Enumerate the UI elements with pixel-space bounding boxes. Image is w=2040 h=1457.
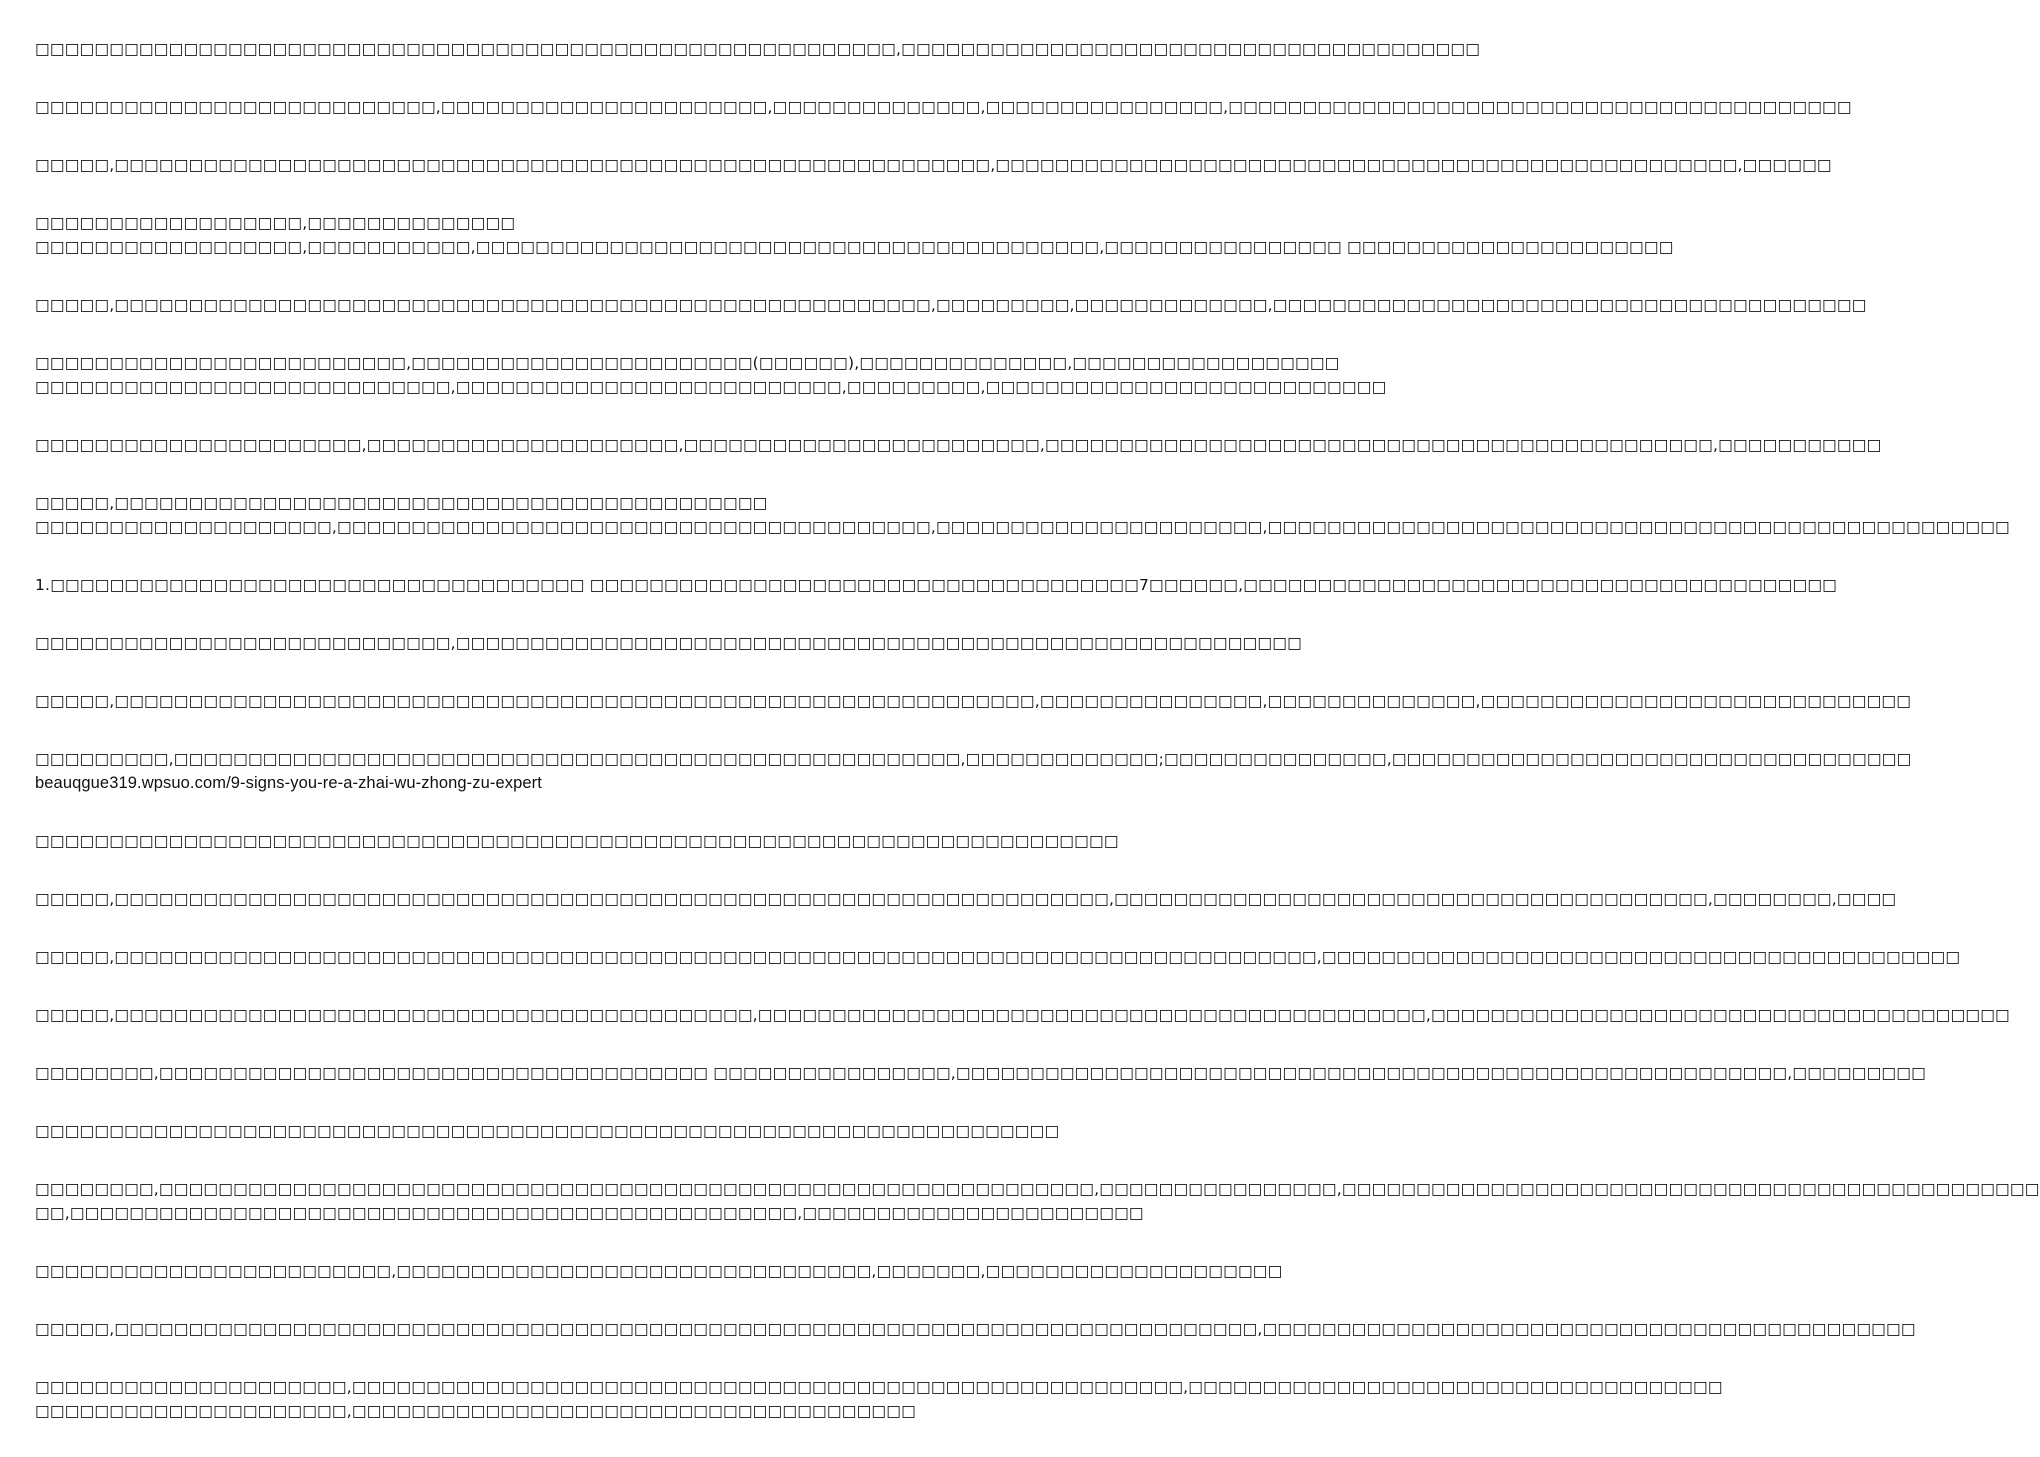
text-line: □□□□□□□□□□□□□□□□□□□□□□□□□□□□□□□□□□□□□□□□□□□□□□□□□□□□□□□□□□,□□□□□□□□□□□□□□□□□□□□□□□□□□□□□□□□□□□□□□□ [35, 40, 1481, 58]
text-line: □□□□□,□□□□□□□□□□□□□□□□□□□□□□□□□□□□□□□□□□□□□□□□□□□□□□□□□□□□□□□□□□□□□□□□□□□□□□□□□□□□□,□□□□□□□□□□□□□□□□□□□□□□□□□□□□□□□□□□□□□□□□□□□□ [35, 1320, 1916, 1338]
text-line: □□□□□□□□□□□□□□□□□□□□□,□□□□□□□□□□□□□□□□□□□□□□□□□□□□□□□□□□□□□□□□□□□□□□□□□□□□□□□□,□□□□□□□□□□□□□□□□□□□□□□□□□□□□□□□□□□□□ [35, 1378, 1723, 1396]
paragraph-20 [35, 1259, 1283, 1283]
paragraph-4 [35, 211, 1674, 259]
text-line: □□□□□,□□□□□□□□□□□□□□□□□□□□□□□□□□□□□□□□□□□□□□□□□□□□□□□□□□□□□□□□□□□□□□,□□□□□□□□□□□□□□□,□□□□□□□□□□□□□□,□□□□□□□□□□□□□□□□□□□□□□□□□□□□□ [35, 692, 1912, 710]
paragraph-15 [35, 945, 1961, 969]
text-line: □□□□□□□□,□□□□□□□□□□□□□□□□□□□□□□□□□□□□□□□□□□□□□ □□□□□□□□□□□□□□□□,□□□□□□□□□□□□□□□□□□□□□□□□□□□□□□□□□□□□□□□□□□□□□□□□□□□□□□□□,□□□□□□□□□ [35, 1064, 1926, 1082]
document-body [35, 37, 2040, 1457]
paragraph-22 [35, 1375, 1723, 1423]
paragraph-17 [35, 1061, 1926, 1085]
paragraph-10 [35, 631, 1302, 655]
paragraph-2 [35, 95, 1852, 119]
text-line: □□□□□□□□,□□□□□□□□□□□□□□□□□□□□□□□□□□□□□□□□□□□□□□□□□□□□□□□□□□□□□□□□□□□□□□□,□□□□□□□□□□□□□□□□,□□□□□□□□□□□□□□□□□□□□□□□□□□□□□□□□□□□□□□□□□□□□□□□ [35, 1180, 2040, 1198]
text-line: □□□□□,□□□□□□□□□□□□□□□□□□□□□□□□□□□□□□□□□□□□□□□□□□□□□□□□□□□□□□□□□□□□□□□□□□□,□□□□□□□□□□□□□□□□□□□□□□□□□□□□□□□□□□□□□□□□,□□□□□□□□,□□□□ [35, 890, 1897, 908]
paragraph-18 [35, 1119, 1060, 1143]
text-line: □□□□□,□□□□□□□□□□□□□□□□□□□□□□□□□□□□□□□□□□□□□□□□□□□,□□□□□□□□□□□□□□□□□□□□□□□□□□□□□□□□□□□□□□□□□□□□□,□□□□□□□□□□□□□□□□□□□□□□□□□□□□□□□□□□□□□□□ [35, 1006, 2010, 1024]
paragraph-19 [35, 1177, 2040, 1225]
text-line: □□□□□,□□□□□□□□□□□□□□□□□□□□□□□□□□□□□□□□□□□□□□□□□□□□□□□□□□□□□□□□□□□□□□□□□□□□□□□□□□□□□□□□□,□□□□□□□□□□□□□□□□□□□□□□□□□□□□□□□□□□□□□□□□□□□ [35, 948, 1961, 966]
text-line: □□□□□□□□□□□□□□□□□□,□□□□□□□□□□□,□□□□□□□□□□□□□□□□□□□□□□□□□□□□□□□□□□□□□□□□□□,□□□□□□□□□□□□□□□□ □□□□□□□□□□□□□□□□□□□□□□ [35, 238, 1674, 256]
text-line: □□□□□□□□□□□□□□□□□□□□□□□□□□□□□□□□□□□□□□□□□□□□□□□□□□□□□□□□□□□□□□□□□□□□□□□□□ [35, 832, 1119, 850]
text-line: □□□□□□□□□□□□□□□□□□□□□□□□,□□□□□□□□□□□□□□□□□□□□□□□□□□□□□□□□,□□□□□□□,□□□□□□□□□□□□□□□□□□□□ [35, 1262, 1283, 1280]
paragraph-13 [35, 829, 1119, 853]
paragraph-12 [35, 747, 1912, 795]
paragraph-14 [35, 887, 1897, 911]
paragraph-8 [35, 491, 2010, 539]
paragraph-1 [35, 37, 1481, 61]
paragraph-21 [35, 1317, 1916, 1341]
text-line: □□□□□□□□□□□□□□□□□□□□□□□□□□□□,□□□□□□□□□□□□□□□□□□□□□□□□□□□□□□□□□□□□□□□□□□□□□□□□□□□□□□□□□ [35, 634, 1302, 652]
text-line: □□,□□□□□□□□□□□□□□□□□□□□□□□□□□□□□□□□□□□□□□□□□□□□□□□□□,□□□□□□□□□□□□□□□□□□□□□□□ [35, 1204, 1144, 1222]
text-line: □□□□□□□□□□□□□□□□□□,□□□□□□□□□□□□□□ [35, 214, 516, 232]
text-line: □□□□□□□□□□□□□□□□□□□□□□□□□□□□,□□□□□□□□□□□□□□□□□□□□□□□□□□,□□□□□□□□□,□□□□□□□□□□□□□□□□□□□□□□□□□□□ [35, 378, 1387, 396]
text-line: □□□□□□□□□□□□□□□□□□□□□□□□□□□□□□□□□□□□□□□□□□□□□□□□□□□□□□□□□□□□□□□□□□□□□ [35, 1122, 1060, 1140]
paragraph-9 [35, 573, 1838, 597]
text-line: 1.□□□□□□□□□□□□□□□□□□□□□□□□□□□□□□□□□□□□ □□□□□□□□□□□□□□□□□□□□□□□□□□□□□□□□□□□□□7□□□□□□,□□□□□□□□□□□□□□□□□□□□□□□□□□□□□□□□□□□□□□□□ [35, 576, 1838, 594]
text-line: □□□□□□□□□□□□□□□□□□□□□□□□□,□□□□□□□□□□□□□□□□□□□□□□□(□□□□□□),□□□□□□□□□□□□□□,□□□□□□□□□□□□□□□□□□ [35, 354, 1340, 372]
paragraph-6 [35, 351, 1387, 399]
text-line: □□□□□□□□□□□□□□□□□□□□□□,□□□□□□□□□□□□□□□□□□□□□,□□□□□□□□□□□□□□□□□□□□□□□□,□□□□□□□□□□□□□□□□□□□□□□□□□□□□□□□□□□□□□□□□□□□□□,□□□□□□□□□□□ [35, 436, 1882, 454]
text-line: □□□□□□□□□□□□□□□□□□□□□□□□□□□,□□□□□□□□□□□□□□□□□□□□□□,□□□□□□□□□□□□□□,□□□□□□□□□□□□□□□□,□□□□□□□□□□□□□□□□□□□□□□□□□□□□□□□□□□□□□□□□□□ [35, 98, 1852, 116]
text-line: □□□□□□□□□,□□□□□□□□□□□□□□□□□□□□□□□□□□□□□□□□□□□□□□□□□□□□□□□□□□□□□,□□□□□□□□□□□□□;□□□□□□□□□□□□□□□,□□□□□□□□□□□□□□□□□□□□□□□□□□□□□□□□□□□ [35, 750, 1912, 768]
text-line: □□□□□,□□□□□□□□□□□□□□□□□□□□□□□□□□□□□□□□□□□□□□□□□□□□ [35, 494, 768, 512]
text-line: □□□□□□□□□□□□□□□□□□□□,□□□□□□□□□□□□□□□□□□□□□□□□□□□□□□□□□□□□□□□□,□□□□□□□□□□□□□□□□□□□□□□,□□□□□□□□□□□□□□□□□□□□□□□□□□□□□□□□□□□□□□□□□□□□□□□□□□ [35, 518, 2010, 536]
paragraph-16 [35, 1003, 2010, 1027]
paragraph-3 [35, 153, 1832, 177]
text-line: □□□□□,□□□□□□□□□□□□□□□□□□□□□□□□□□□□□□□□□□□□□□□□□□□□□□□□□□□□□□□,□□□□□□□□□,□□□□□□□□□□□□□,□□□□□□□□□□□□□□□□□□□□□□□□□□□□□□□□□□□□□□□□ [35, 296, 1867, 314]
text-line: □□□□□,□□□□□□□□□□□□□□□□□□□□□□□□□□□□□□□□□□□□□□□□□□□□□□□□□□□□□□□□□□□,□□□□□□□□□□□□□□□□□□□□□□□□□□□□□□□□□□□□□□□□□□□□□□□□□□,□□□□□□ [35, 156, 1832, 174]
url-link[interactable]: beauqgue319.wpsuo.com/9-signs-you-re-a-zhai-wu-zhong-zu-expert [35, 774, 542, 792]
paragraph-11 [35, 689, 1912, 713]
paragraph-5 [35, 293, 1867, 317]
paragraph-7 [35, 433, 1882, 457]
text-line: □□□□□□□□□□□□□□□□□□□□□,□□□□□□□□□□□□□□□□□□□□□□□□□□□□□□□□□□□□□□ [35, 1402, 916, 1420]
